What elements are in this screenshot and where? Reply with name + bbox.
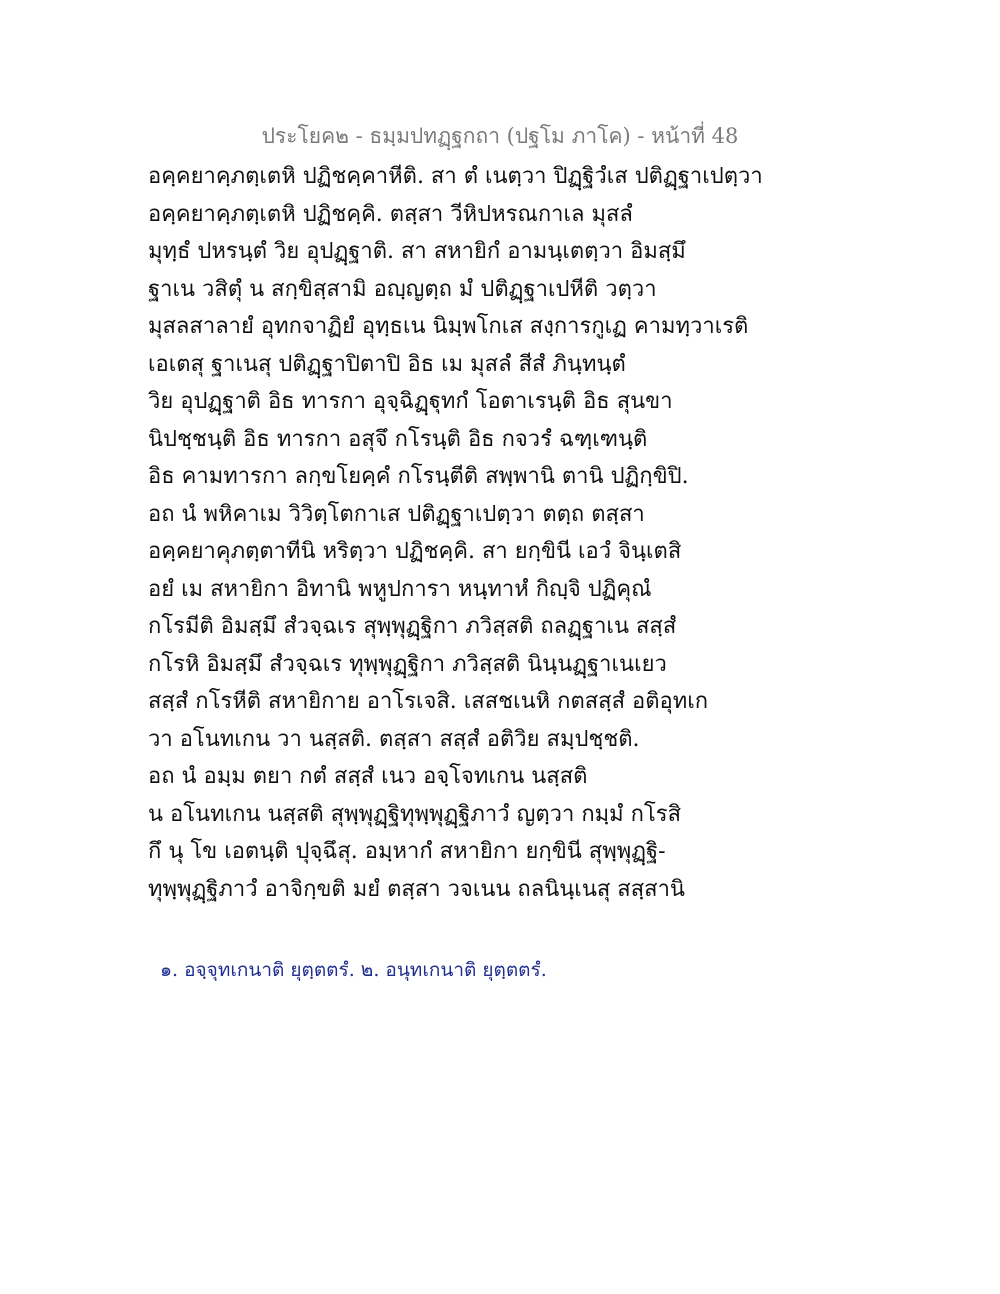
text-line: อคฺคยาคุภตฺตาทีนิ หริตฺวา ปฏิชคฺคิ. สา ยกฺขินี เอวํ จินฺเตสิ [148, 539, 682, 564]
footnote: ๑. อจฺจุทเกนาติ ยุตฺตตรํ. ๒. อนุทเกนาติ ยุตฺตตรํ. [160, 959, 547, 981]
text-line: กึ นุ โข เอตนฺติ ปุจฺฉึสุ. อมฺหากํ สหายิกา ยกฺขินี สุพฺพุฏฺฐิ- [148, 839, 666, 864]
text-line: มุสลสาลายํ อุทกจาฏิยํ อุทฺธเน นิมฺพโกเส สงฺการกูเฏ คามทฺวาเรติ [148, 314, 749, 339]
running-head: ประโยค๒ - ธมฺมปทฏฺฐกถา (ปฐโม ภาโค) - หน้าที่ 48 [261, 124, 739, 148]
text-line: วา อโนทเกน วา นสฺสติ. ตสฺสา สสฺสํ อติวิย สมฺปชฺชติ. [148, 726, 640, 752]
text-line: มุทฺธํ ปหรนฺตํ วิย อุปฏฺฐาติ. สา สหายิกํ อามนฺเตตฺวา อิมสฺมึ [148, 239, 686, 264]
text-line: ฐาเน วสิตุํ น สกฺขิสฺสามิ อญฺญตฺถ มํ ปติฏฺฐาเปหีติ วตฺวา [148, 276, 657, 302]
text-line: วิย อุปฏฺฐาติ อิธ ทารกา อุจฺฉิฏฺฐุทกํ โอตาเรนฺติ อิธ สุนขา [148, 389, 673, 414]
body-text [148, 158, 763, 908]
text-line: ทุพฺพุฏฺฐิภาวํ อาจิกฺขติ มยํ ตสฺสา วจเนน ถลนินฺเนสุ สสฺสานิ [148, 876, 685, 902]
text-line: สสฺสํ กโรหีติ สหายิกาย อาโรเจสิ. เสสชเนหิ กตสสฺสํ อติอุทเก [148, 689, 709, 714]
text-line: อยํ เม สหายิกา อิทานิ พหูปการา หนฺทาหํ กิญฺจิ ปฏิคุณํ [148, 576, 652, 602]
text-line: นิปชฺชนฺติ อิธ ทารกา อสุจึ กโรนฺติ อิธ กจวรํ ฉฑฺเฑนฺติ [148, 426, 648, 452]
text-line: เอเตสุ ฐาเนสุ ปติฏฺฐาปิตาปิ อิธ เม มุสลํ สีสํ ภินฺทนฺตํ [148, 351, 626, 377]
text-line: กโรหิ อิมสฺมึ สํวจฺฉเร ทุพฺพุฏฺฐิกา ภวิสฺสติ นินฺนฏฺฐาเนเยว [148, 651, 667, 677]
text-line: กโรมีติ อิมสฺมึ สํวจฺฉเร สุพฺพุฏฺฐิกา ภวิสฺสติ ถลฏฺฐาเน สสฺสํ [148, 614, 677, 639]
text-line: อคฺคยาคฺภตฺเตหิ ปฏิชคฺคิ. ตสฺสา วีหิปหรณกาเล มุสลํ [148, 201, 633, 227]
text-line: อิธ คามทารกา ลกฺขโยคฺคํ กโรนฺตีติ สพฺพานิ ตานิ ปฏิกฺขิปิ. [148, 464, 689, 489]
text-line: อคฺคยาคฺภตฺเตหิ ปฏิชคฺคาหีติ. สา ตํ เนตฺวา ปิฏฺฐิวํเส ปติฏฺฐาเปตฺวา [148, 164, 763, 189]
text-line: น อโนทเกน นสฺสติ สุพฺพุฏฺฐิทุพฺพุฏฺฐิภาวํ ญตฺวา กมฺมํ กโรสิ [148, 801, 682, 827]
text-line: อถ นํ อมฺม ตยา กตํ สสฺสํ เนว อจฺโจทเกน นสฺสติ [148, 764, 588, 789]
text-line: อถ นํ พหิคาเม วิวิตฺโตกาเส ปติฏฺฐาเปตฺวา ตตฺถ ตสฺสา [148, 501, 645, 527]
